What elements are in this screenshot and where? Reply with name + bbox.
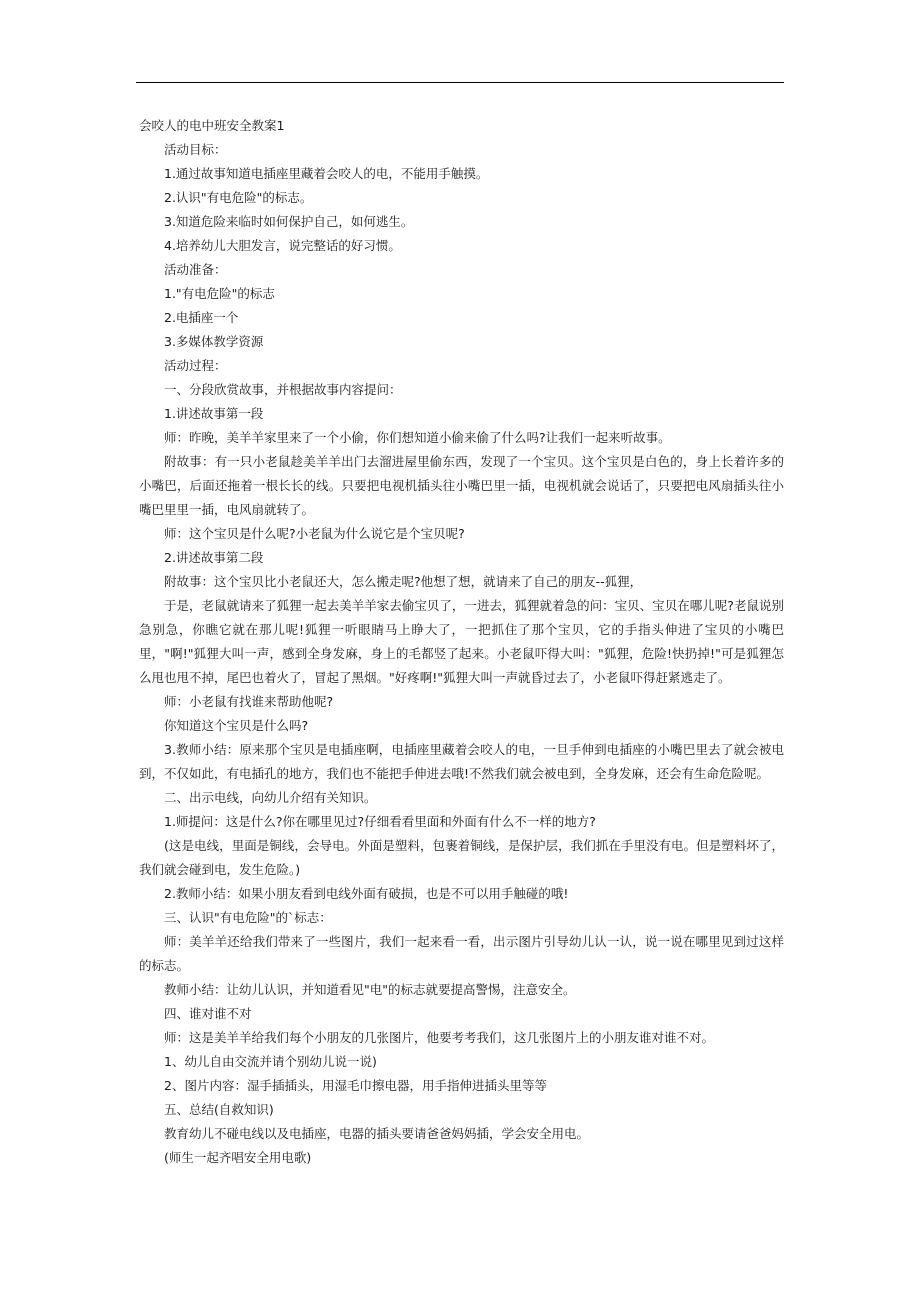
- paragraph: 教育幼儿不碰电线以及电插座，电器的插头要请爸爸妈妈插，学会安全用电。: [164, 1126, 590, 1141]
- paragraph: 4.培养幼儿大胆发言，说完整话的好习惯。: [164, 238, 401, 253]
- paragraph: 师：美羊羊还给我们带来了一些图片，我们一起来看一看，出示图片引导幼儿认一认，说一说在哪里见到过这样的标志。: [139, 934, 784, 973]
- paragraph: 师：这是美羊羊给我们每个小朋友的几张图片，他要考考我们，这几张图片上的小朋友谁对谁不对。: [164, 1030, 715, 1045]
- paragraph: 附故事：这个宝贝比小老鼠还大，怎么搬走呢?他想了想，就请来了自己的朋友--狐狸，: [164, 574, 643, 589]
- paragraph: 1.讲述故事第一段: [164, 406, 264, 421]
- paragraph: (师生一起齐唱安全用电歌): [164, 1150, 312, 1165]
- paragraph: 附故事：有一只小老鼠趁美羊羊出门去溜进屋里偷东西，发现了一个宝贝。这个宝贝是白色的，身上长着许多的小嘴巴，后面还拖着一根长长的线。只要把电视机插头往小嘴巴里一插，电视机就会说话了，只要把电风扇插头往小嘴巴里里一插，电风扇就转了。: [139, 454, 784, 517]
- document-title: 会咬人的电中班安全教案1: [139, 118, 285, 133]
- paragraph: 1."有电危险"的标志: [164, 286, 275, 301]
- paragraph: 活动准备：: [164, 262, 227, 277]
- paragraph: 三、认识"有电危险"的`标志：: [164, 910, 332, 925]
- paragraph: 活动目标：: [164, 142, 227, 157]
- paragraph: 一、分段欣赏故事，并根据故事内容提问：: [164, 382, 402, 397]
- paragraph: 2.讲述故事第二段: [164, 550, 264, 565]
- paragraph: 活动过程：: [164, 358, 227, 373]
- paragraph: 2、图片内容：湿手插插头，用湿毛巾擦电器，用手指伸进插头里等等: [164, 1078, 547, 1093]
- paragraph: 于是，老鼠就请来了狐狸一起去美羊羊家去偷宝贝了，一进去，狐狸就着急的问：宝贝、宝贝在哪儿呢?老鼠说别急别急，你瞧它就在那儿呢!狐狸一听眼睛马上睁大了，一把抓住了那个宝贝，它的手指头伸进了宝贝的小嘴巴里，"啊!"狐狸大叫一声，感到全身发麻，身上的毛都竖了起来。小老鼠吓得大叫："狐狸，危险!快扔掉!"可是狐狸怎么甩也甩不掉，尾巴也着火了，冒起了黑烟。"好疼啊!"狐狸大叫一声就昏过去了，小老鼠吓得赶紧逃走了。: [139, 598, 784, 685]
- paragraph: [139, 1170, 784, 1194]
- paragraph: 2.认识"有电危险"的标志。: [164, 190, 313, 205]
- paragraph: 3.多媒体教学资源: [164, 334, 264, 349]
- paragraph: 二、出示电线，向幼儿介绍有关知识。: [164, 790, 377, 805]
- paragraph: 2.电插座一个: [164, 310, 239, 325]
- paragraph: 师：小老鼠有找谁来帮助他呢?: [164, 694, 334, 709]
- paragraph: 师：昨晚，美羊羊家里来了一个小偷，你们想知道小偷来偷了什么吗?让我们一起来听故事。: [164, 430, 671, 445]
- paragraph: 你知道这个宝贝是什么吗?: [164, 718, 309, 733]
- paragraph: 教师小结：让幼儿认识，并知道看见"电"的标志就要提高警惕，注意安全。: [164, 982, 576, 997]
- paragraph: 师：这个宝贝是什么呢?小老鼠为什么说它是个宝贝呢?: [164, 526, 465, 541]
- paragraph: (这是电线，里面是铜线，会导电。外面是塑料，包裹着铜线，是保护层，我们抓在手里没有电。但是塑料坏了，我们就会碰到电，发生危险。): [139, 838, 784, 877]
- paragraph: 四、谁对谁不对: [164, 1006, 252, 1021]
- paragraph: 1.师提问：这是什么?你在哪里见过?仔细看看里面和外面有什么不一样的地方?: [164, 814, 596, 829]
- paragraph: 1.通过故事知道电插座里藏着会咬人的电，不能用手触摸。: [164, 166, 489, 181]
- header-rule: [136, 82, 784, 83]
- paragraph: 2.教师小结：如果小朋友看到电线外面有破损，也是不可以用手触碰的哦!: [164, 886, 569, 901]
- document-body: [139, 114, 784, 1194]
- paragraph: 1、幼儿自由交流并请个别幼儿说一说): [164, 1054, 377, 1069]
- paragraph: 3.教师小结：原来那个宝贝是电插座啊，电插座里藏着会咬人的电，一旦手伸到电插座的小嘴巴里去了就会被电到，不仅如此，有电插孔的地方，我们也不能把手伸进去哦!不然我们就会被电到，全身发麻，还会有生命危险呢。: [139, 742, 784, 781]
- paragraph: 3.知道危险来临时如何保护自己，如何逃生。: [164, 214, 414, 229]
- paragraph: 五、总结(自救知识): [164, 1102, 274, 1117]
